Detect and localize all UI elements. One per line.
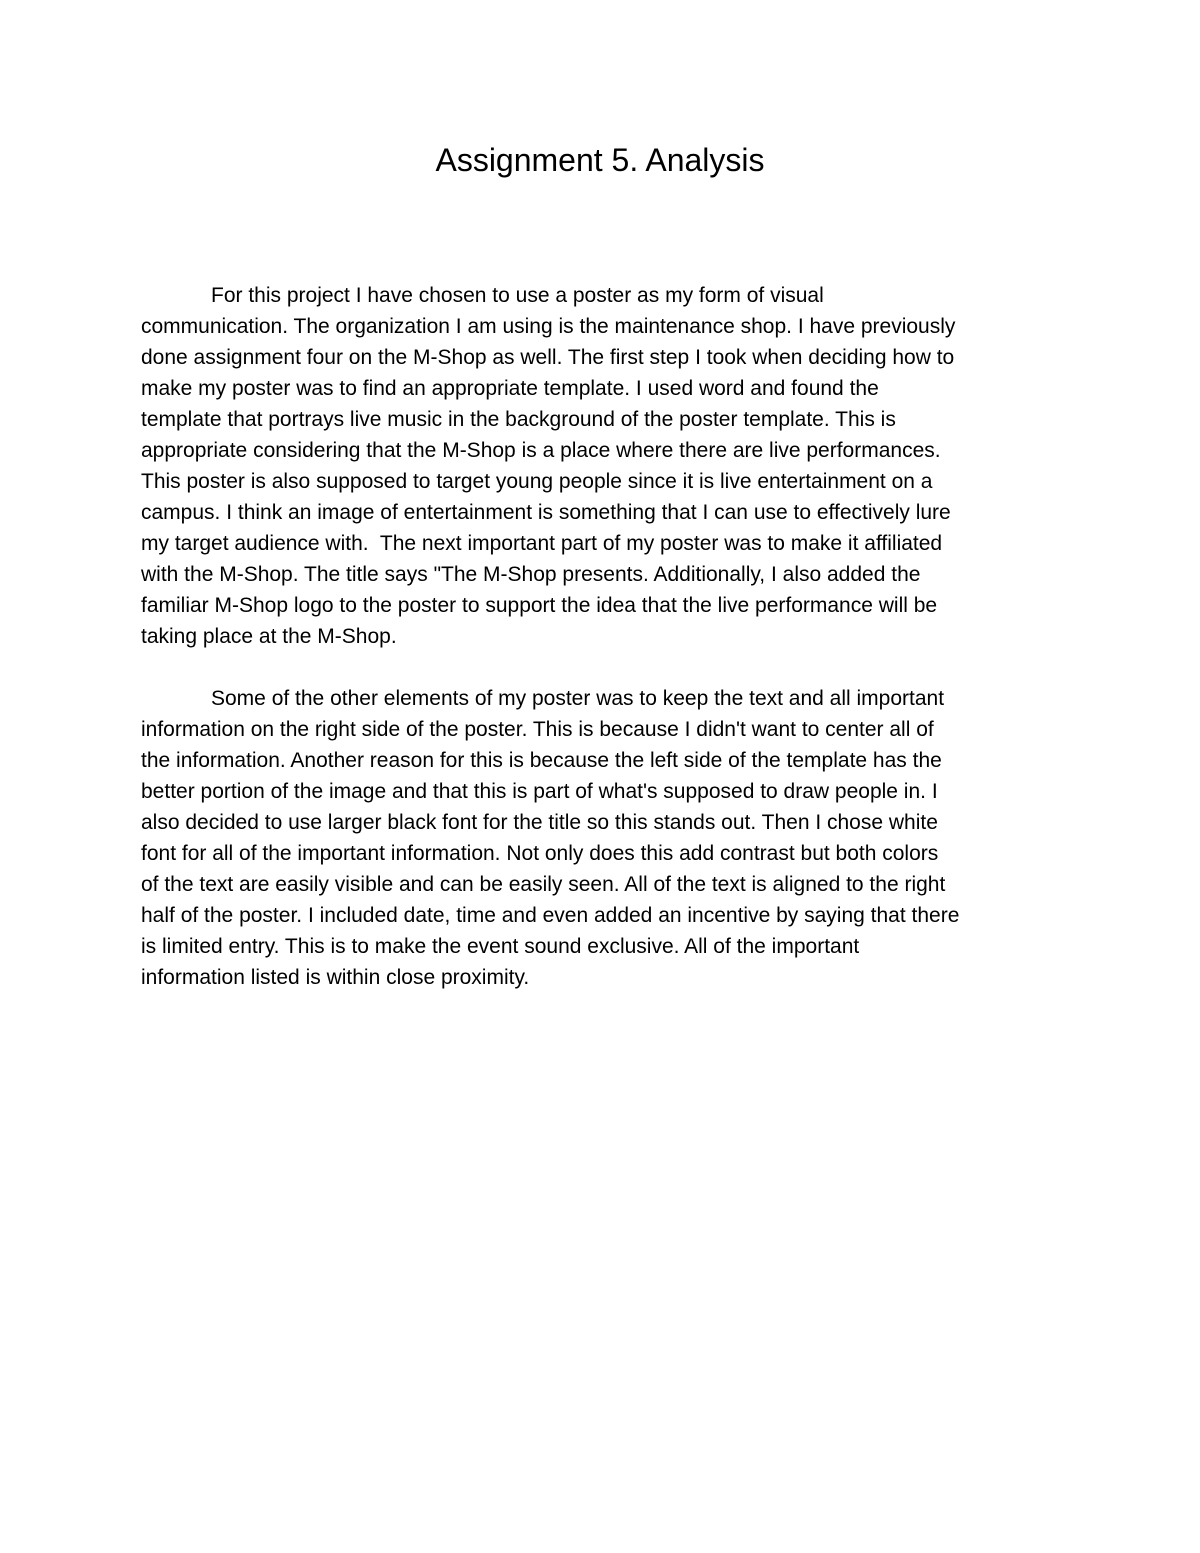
paragraph-line: of the text are easily visible and can be easily seen. All of the text is aligned to the right xyxy=(141,873,946,896)
document-title: Assignment 5. Analysis xyxy=(435,142,765,178)
paragraph-line: For this project I have chosen to use a poster as my form of visual xyxy=(211,284,824,307)
paragraph-line: appropriate considering that the M-Shop is a place where there are live performances. xyxy=(141,439,941,462)
paragraph-line: also decided to use larger black font for the title so this stands out. Then I chose white xyxy=(141,811,938,834)
paragraph-line: familiar M-Shop logo to the poster to support the idea that the live performance will be xyxy=(141,594,938,617)
paragraph-line: the information. Another reason for this is because the left side of the template has the xyxy=(141,749,942,772)
paragraph-line: with the M-Shop. The title says "The M-Shop presents. Additionally, I also added the xyxy=(141,563,921,586)
paragraph-line: make my poster was to find an appropriate template. I used word and found the xyxy=(141,377,879,400)
paragraph-line: half of the poster. I included date, time and even added an incentive by saying that there xyxy=(141,904,960,927)
paragraph-line: better portion of the image and that this is part of what's supposed to draw people in. I xyxy=(141,780,938,803)
paragraph-line: information listed is within close proximity. xyxy=(141,966,530,989)
paragraph-1 xyxy=(141,280,1071,652)
paragraph-line: Some of the other elements of my poster was to keep the text and all important xyxy=(211,687,945,710)
paragraph-line: font for all of the important information. Not only does this add contrast but both colors xyxy=(141,842,939,865)
paragraph-line: campus. I think an image of entertainment is something that I can use to effectively lure xyxy=(141,501,951,524)
paragraph-2 xyxy=(141,683,1071,993)
paragraph-line: communication. The organization I am using is the maintenance shop. I have previously xyxy=(141,315,956,338)
paragraph-line: template that portrays live music in the background of the poster template. This is xyxy=(141,408,896,431)
paragraph-line: This poster is also supposed to target young people since it is live entertainment on a xyxy=(141,470,933,493)
paragraph-line: taking place at the M-Shop. xyxy=(141,625,397,648)
paragraph-line: my target audience with. The next important part of my poster was to make it affiliated xyxy=(141,532,943,555)
paragraph-line: is limited entry. This is to make the event sound exclusive. All of the important xyxy=(141,935,860,958)
paragraph-line: done assignment four on the M-Shop as well. The first step I took when deciding how to xyxy=(141,346,955,369)
paragraph-line: information on the right side of the poster. This is because I didn't want to center all of xyxy=(141,718,934,741)
